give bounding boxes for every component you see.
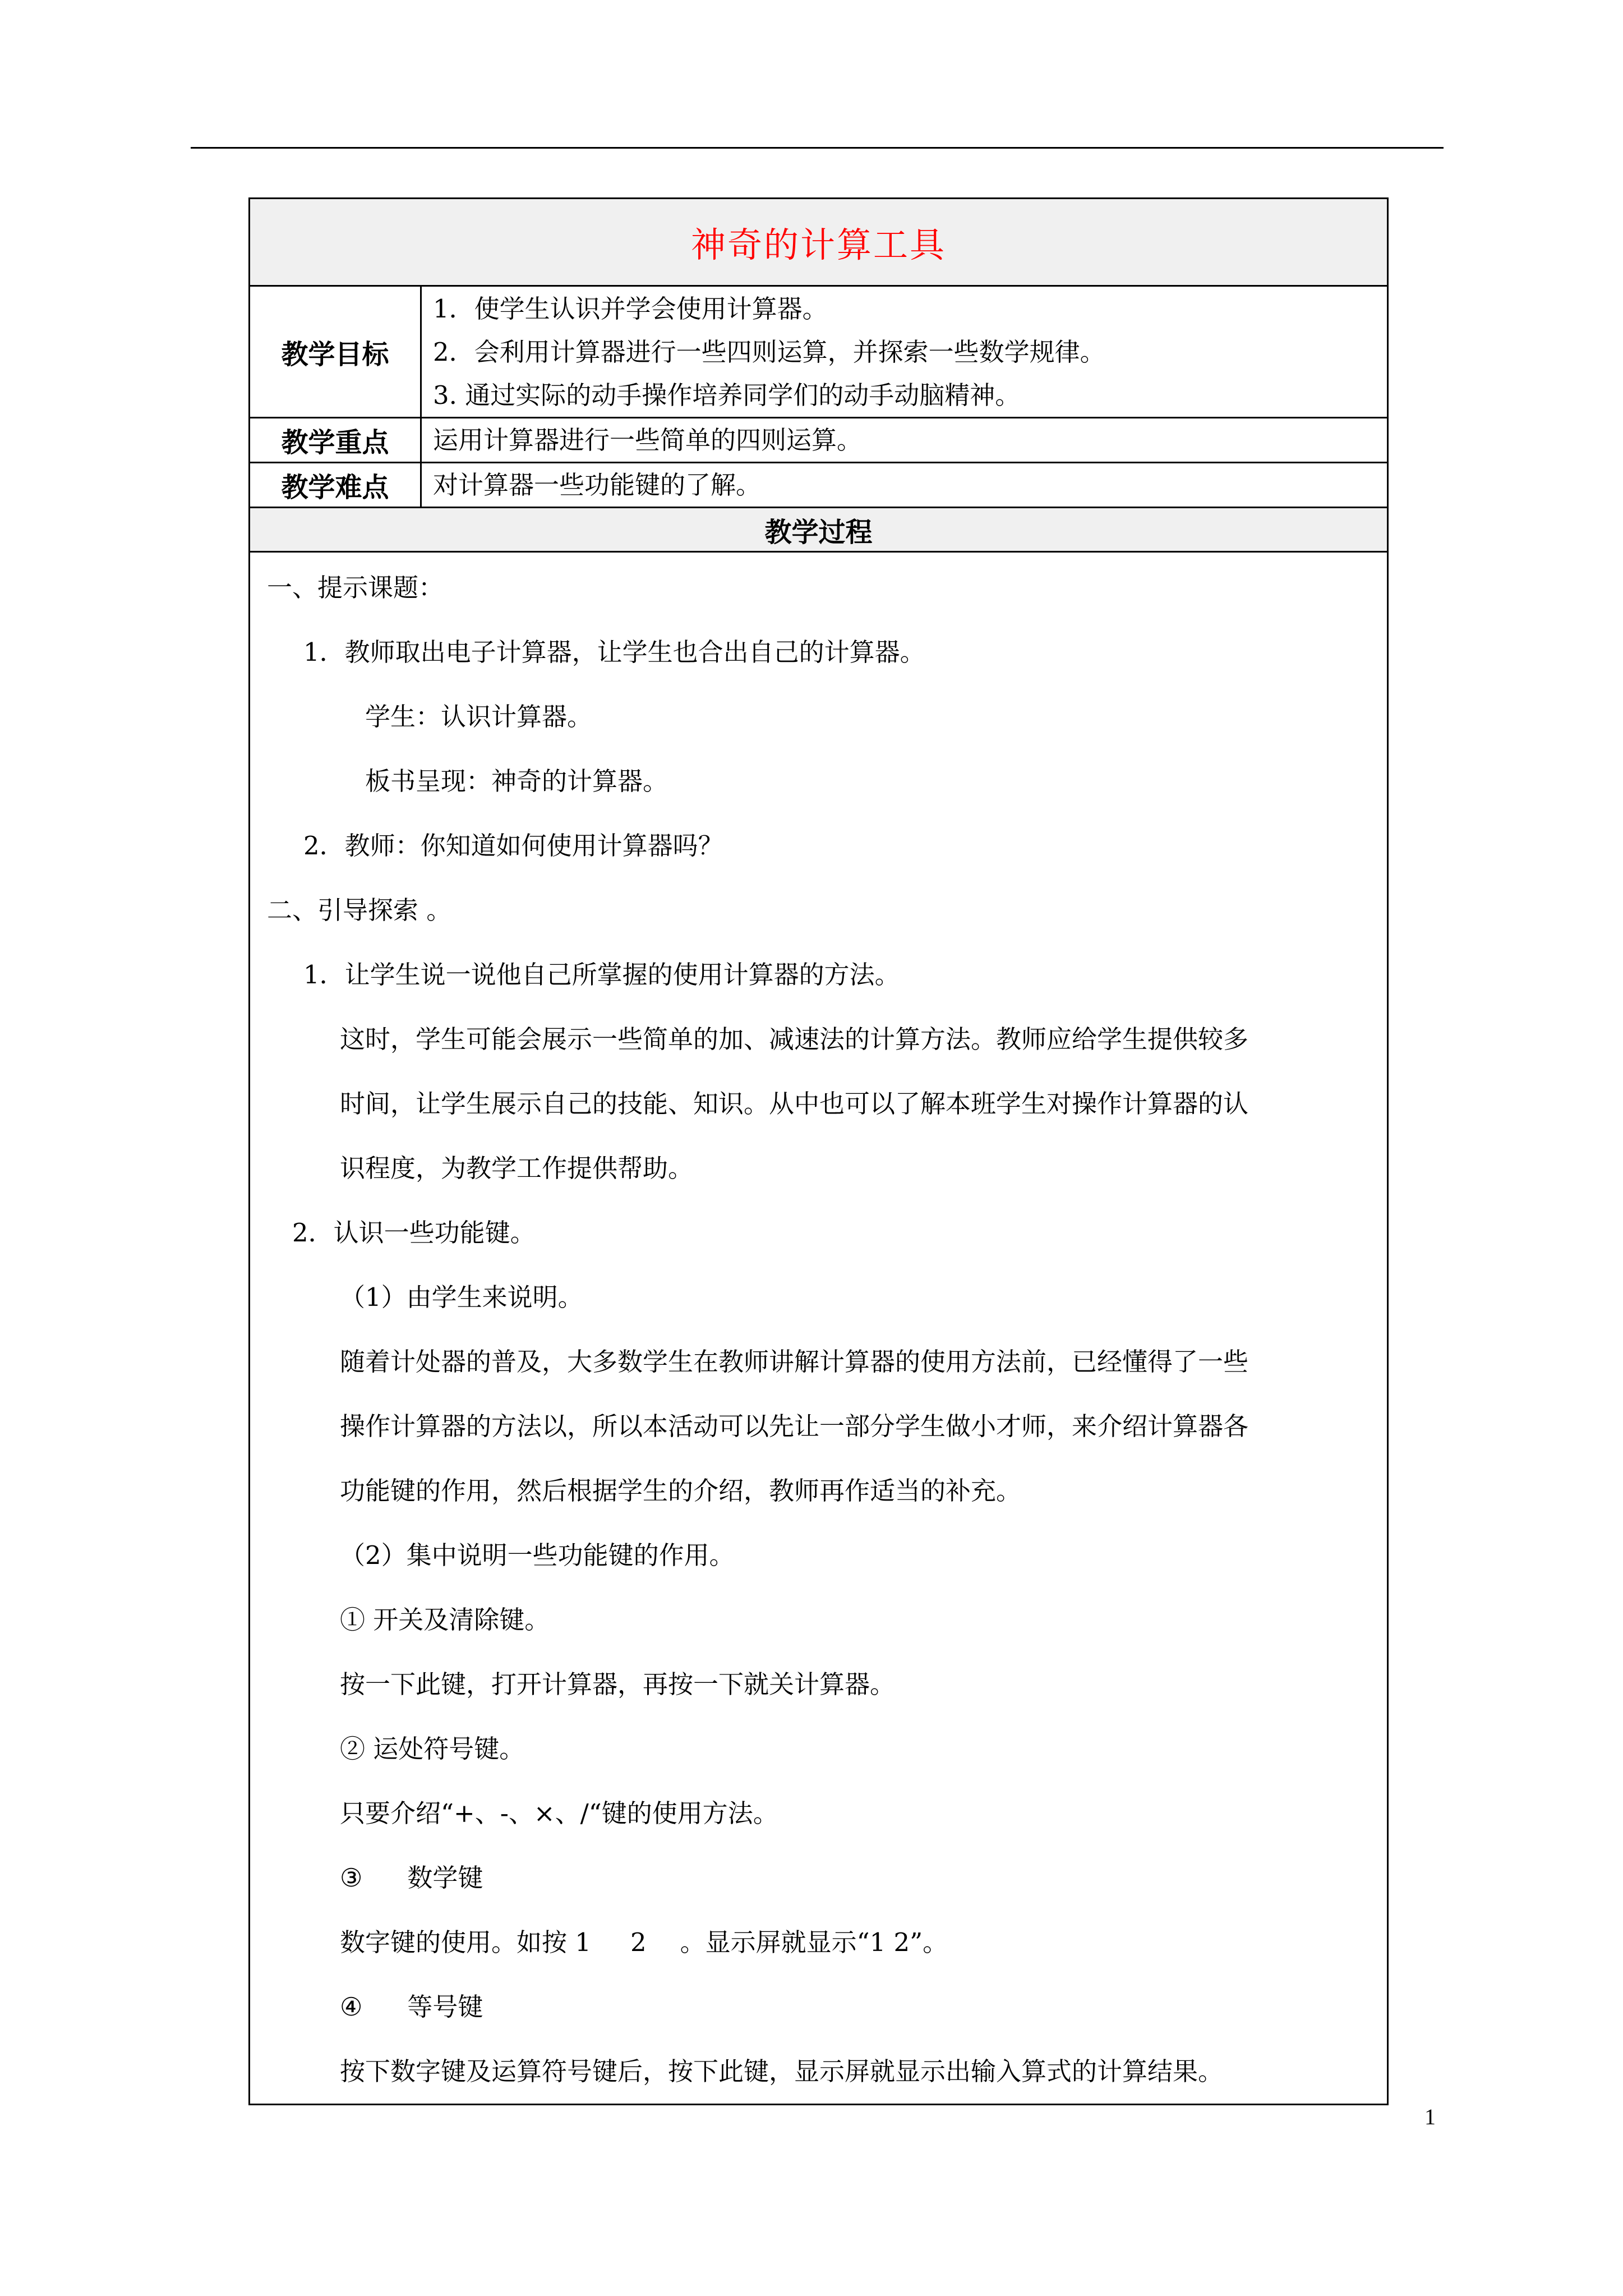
page-number: 1 bbox=[1424, 2104, 1436, 2129]
lesson-plan-table bbox=[248, 197, 1389, 2105]
objective-item: 2．会利用计算器进行一些四则运算，并探索一些数学规律。 bbox=[433, 337, 1105, 367]
process-line: 2．认识一些功能键。 bbox=[292, 1218, 536, 1248]
process-line: 识程度，为教学工作提供帮助。 bbox=[340, 1153, 694, 1183]
process-heading: 教学过程 bbox=[250, 508, 1388, 552]
process-line: 按下数字键及运算符号键后，按下此键，显示屏就显示出输入算式的计算结果。 bbox=[340, 2056, 1224, 2086]
process-line: 学生：认识计算器。 bbox=[365, 702, 593, 731]
process-line: ② 运处符号键。 bbox=[340, 1734, 525, 1764]
process-line: 时间，让学生展示自己的技能、知识。从中也可以了解本班学生对操作计算器的认 bbox=[340, 1089, 1249, 1119]
key-name: 数学键 bbox=[407, 1863, 483, 1893]
process-line: 只要介绍“+、-、×、/“键的使用方法。 bbox=[340, 1798, 778, 1828]
process-line: 这时，学生可能会展示一些简单的加、减速法的计算方法。教师应给学生提供较多 bbox=[340, 1024, 1249, 1054]
objective-item: 3. 通过实际的动手操作培养同学们的动手动脑精神。 bbox=[433, 380, 1021, 410]
process-line: 1．让学生说一说他自己所掌握的使用计算器的方法。 bbox=[303, 960, 900, 990]
process-line: （2）集中说明一些功能键的作用。 bbox=[340, 1540, 735, 1570]
circled-number: ④ bbox=[340, 1992, 363, 2022]
lesson-title: 神奇的计算工具 bbox=[250, 199, 1388, 286]
difficulties-label: 教学难点 bbox=[250, 463, 421, 508]
difficulties-text: 对计算器一些功能键的了解。 bbox=[421, 463, 1388, 508]
process-line: 板书呈现：神奇的计算器。 bbox=[365, 766, 668, 796]
key-points-text: 运用计算器进行一些简单的四则运算。 bbox=[421, 418, 1388, 463]
process-line bbox=[250, 1975, 1387, 2039]
key-points-label: 教学重点 bbox=[250, 418, 421, 463]
process-line: 功能键的作用，然后根据学生的介绍，教师再作适当的补充。 bbox=[340, 1476, 1022, 1506]
circled-number: ③ bbox=[340, 1863, 363, 1893]
process-line: 1．教师取出电子计算器，让学生也合出自己的计算器。 bbox=[303, 637, 925, 667]
objective-item: 1．使学生认识并学会使用计算器。 bbox=[433, 293, 828, 324]
process-line: 2．教师：你知道如何使用计算器吗？ bbox=[303, 831, 723, 861]
process-line: ① 开关及清除键。 bbox=[340, 1605, 550, 1635]
key-name: 等号键 bbox=[407, 1992, 483, 2022]
process-body bbox=[250, 552, 1388, 2105]
objectives-content bbox=[421, 286, 1388, 418]
process-line: 随着计处器的普及，大多数学生在教师讲解计算器的使用方法前，已经懂得了一些 bbox=[340, 1347, 1249, 1377]
objectives-label: 教学目标 bbox=[250, 286, 421, 418]
process-line: 数字键的使用。如按 1 2 。显示屏就显示“1 2”。 bbox=[340, 1927, 948, 1957]
section-heading: 一、提示课题： bbox=[267, 573, 444, 602]
process-line: 操作计算器的方法以，所以本活动可以先让一部分学生做小才师，来介绍计算器各 bbox=[340, 1411, 1249, 1441]
section-heading: 二、引导探索 。 bbox=[267, 895, 452, 925]
header-rule bbox=[191, 147, 1444, 149]
process-line: （1）由学生来说明。 bbox=[340, 1282, 583, 1312]
process-line bbox=[250, 1846, 1387, 1910]
process-line: 按一下此键，打开计算器，再按一下就关计算器。 bbox=[340, 1669, 896, 1699]
